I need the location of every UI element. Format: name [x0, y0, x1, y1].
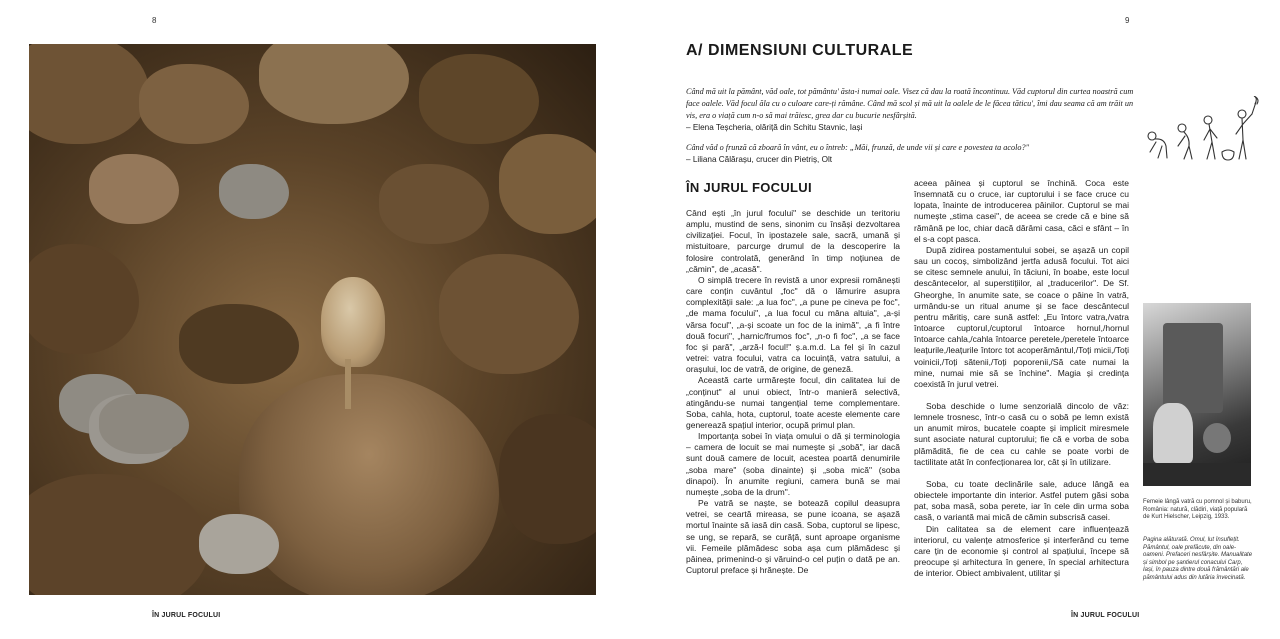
footer-right: ÎN JURUL FOCULUI	[1071, 612, 1140, 619]
quote-2-text: Când văd o frunză că zboară în vânt, eu o întreb: „Măi, frunză, de unde vii și care e povestea ta acolo?"	[686, 143, 1030, 152]
paragraph: O simplă trecere în revistă a unor expresii românești care conțin cuvântul „foc" dă o lămurire asupra complexității sale: „a lua foc", „a pune pe cineva pe foc", „de mama focului", „a lua focul cu mâna altuia", „a-și vărsa focul", „a-și scoate un foc de la inimă", „a fi între două focuri", „harnic/frumos foc", „n-o fi foc", „a se face foc și pară", „arză-l focul!" ș.a.m.d. La fel și în cazul vetrei: vatra focului, vatra ca locuință, vatra satului, a orașului, loc de vatră, de origine, de geneză.	[686, 274, 900, 375]
paragraph: După zidirea postamentului sobei, se așază un copil sau un cocoș, simbolizând jertfa adusă focului. Tot aici se citesc semnele anului, în tăciuni, în boabe, este locul descântecelor, al superstițiilor, al „traducerilor". De Sf. Gheorghe, în anumite sate, se coace o pâine în vatră, urmându-se un ritual anume și se face descântecul pentru măritiș, care sună astfel: „Eu întorc vatra,/vatra întoarce cuptorul,/cuptorul întoarce hornul,/hornul întoarce cahla,/cahla întoarce peretele,/peretele întoarce leațurile,/leațurile întorc tot acoperământul,/Toți micii,/Toți voinicii,/Toți sătenii,/Toți poporenii,/Să cate numai la mine, numai mie să se închine". Magia și credința coexistă în jurul vetrei.	[914, 244, 1129, 389]
footer-left: ÎN JURUL FOCULUI	[152, 612, 221, 619]
paragraph: aceea pâinea și cuptorul se închină. Coca este însemnată cu o cruce, iar cuptorului i se face cruce cu lopata, înainte de introducerea pâinilor. Cuptorul se mai numește „stima casei", de aceea se crede că e bine să rămână pe loc, chiar dacă dărâmi casa, căci e sfânt – în el s-a copt pasca.	[914, 178, 1129, 244]
facing-page-caption: Pagina alăturată. Omul, lut însuflețit. Pământul, oale prefăcute, din oale-oameni. Prefaceri nesfârșite. Manualitate și simbol pe șantierul conacului Carp, Iași, în pauza dintre două frământări ale pământului adus din lutăria învecinată.	[1143, 537, 1253, 581]
paragraph: Soba deschide o lume senzorială dincolo de văz: lemnele trosnesc, într-o casă cu o sobă pe lemn există un anumit miros, bucatele coapte și implicit miresmele sunt asociate natural cuptorului; fie că e vorba de soba plămădită, fie de cea cu cahle se poate vorbi de tactilitate atât în confecționarea lor, cât și în utilizare.	[914, 400, 1129, 467]
section-title: A/ DIMENSIUNI CULTURALE	[686, 42, 914, 59]
paragraph: Din calitatea sa de element care influențează interiorul, cu valențe atmosferice și interferând cu teme care țin de economie și control al spațiului, începe să preocupe și arhitectura în genere, în special arhitectura de interior. Obiect ambivalent, utilitar și	[914, 523, 1129, 579]
paragraph: Soba, cu toate declinările sale, aduce lângă ea obiectele importante din interior. Astfel putem găsi soba pat, soba masă, soba perete, iar în cele din urma soba casă, o variantă mai mică de cămin subscrisă casei.	[914, 478, 1129, 523]
section-subtitle: ÎN JURUL FOCULUI	[686, 180, 812, 195]
paragraph: Importanța sobei în viața omului o dă și terminologia – camera de locuit se mai numește și „sobă", iar dacă sunt două camere de locuit, acestea poartă denumirile „soba mare" (soba dinainte) și „soba mică" (soba dinapoi). În anumite regiuni, camera bună se mai numește „soba de la drum".	[686, 431, 900, 497]
quote-2	[686, 142, 1141, 166]
text-column-1	[686, 208, 900, 576]
clay-figurine-photo	[29, 44, 596, 595]
text-column-2	[914, 178, 1129, 579]
page-number-right: 9	[1125, 16, 1130, 25]
photo-caption: Femeie lângă vatră cu pomnol și baburu, România: natură, clădiri, viață populară de Kurt Hielscher, Leipzig, 1933.	[1143, 499, 1252, 521]
page-number-left: 8	[152, 16, 157, 25]
human-evolution-illustration	[1142, 96, 1262, 164]
quote-2-source: – Liliana Călărașu, crucer din Pietriș, Olt	[686, 155, 833, 164]
paragraph: Această carte urmărește focul, din calitatea lui de „conținut" al unui obiect, într-o manieră selectivă, atingându-se numai tangențial teme complementare. Soba, cahla, hota, cuptorul, toate aceste elemente care generează spațiul interior, ocupă primul plan.	[686, 375, 900, 430]
quote-1	[686, 86, 1141, 134]
paragraph: Pe vatră se naște, se botează copilul deasupra vetrei, se ceartă mireasa, se pune icoana, se așază mortul înainte să iasă din casă. Soba, cuptorul se lipesc, se ung, se repară, se curăță, sunt aproape organisme vii. Femeile plămădesc soba așa cum plămădesc și pâinea, primenind-o și văruind-o cel puțin o dată pe an. Cuptorul preface și hrănește. De	[686, 498, 900, 575]
quote-1-text: Când mă uit la pământ, văd oale, tot pământu' ăsta-i numai oale. Visez că dau la roată încontinuu. Văd cuptorul din curtea noastră cum face oalele. Văd focul ăla cu o culoare care-ți rămâne. Când mă scol și mă uit la oalele de le făcea tăticu', îmi dau seama că am trăit un vis, era o viață cum n-o să mai trăiesc, grea dar cu bucurie nesfârșită.	[686, 87, 1134, 120]
paragraph: Când ești „în jurul focului" se deschide un teritoriu amplu, mustind de sens, sinonim cu însăși dezvoltarea civilizației. Focul, în ipostazele sale, sacră, umană și mistuitoare, parcurge drumul de la descoperire la folosire controlată, generând în timp noțiunea de „cămin", de „acasă".	[686, 208, 900, 274]
quote-1-source: – Elena Teșcheria, olăriță din Schitu Stavnic, Iași	[686, 123, 863, 132]
woman-by-hearth-photo	[1143, 303, 1251, 486]
